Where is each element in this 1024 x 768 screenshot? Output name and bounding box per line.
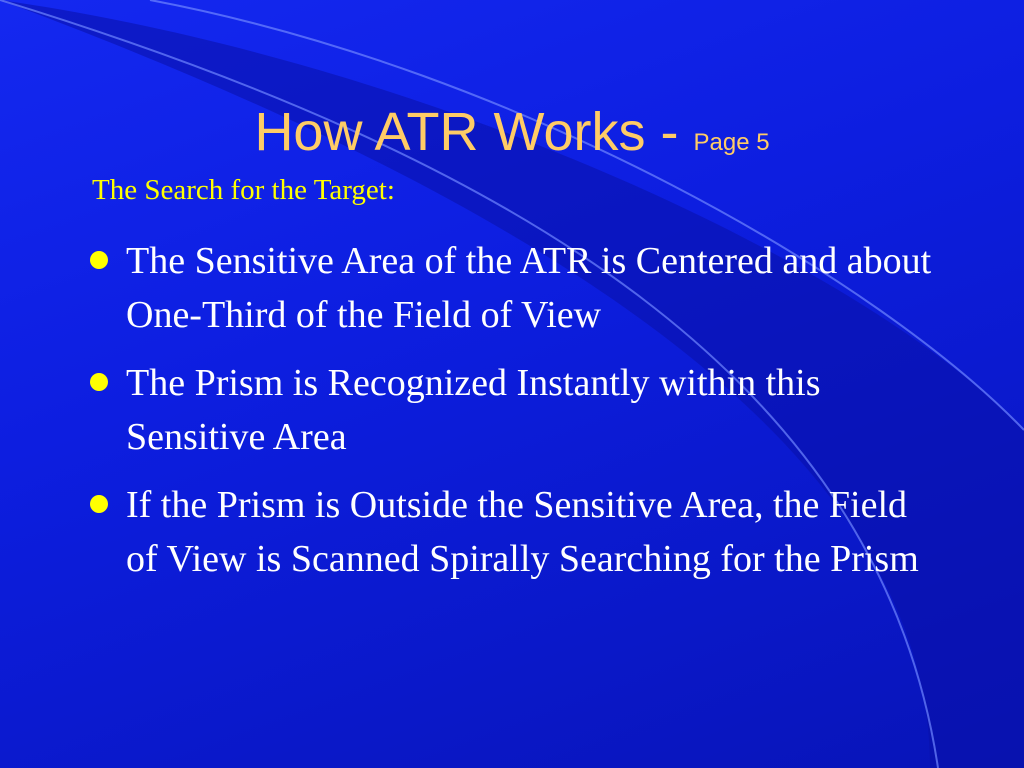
bullet-text: The Prism is Recognized Instantly within this Sensitive Area (126, 362, 821, 458)
bullet-list (84, 234, 944, 600)
bullet-dot-icon (90, 495, 108, 513)
title-main: How ATR Works - (254, 102, 694, 162)
bullet-item (84, 234, 944, 342)
title-page-label: Page 5 (693, 129, 770, 156)
bullet-dot-icon (90, 373, 108, 391)
bullet-item (84, 356, 944, 464)
bullet-text: If the Prism is Outside the Sensitive Area, the Field of View is Scanned Spirally Searching for the Prism (126, 484, 919, 580)
bullet-item (84, 478, 944, 586)
slide-subtitle: The Search for the Target: (92, 174, 395, 206)
slide-title (0, 100, 1024, 175)
bullet-text: The Sensitive Area of the ATR is Centered and about One-Third of the Field of View (126, 240, 932, 336)
bullet-dot-icon (90, 251, 108, 269)
